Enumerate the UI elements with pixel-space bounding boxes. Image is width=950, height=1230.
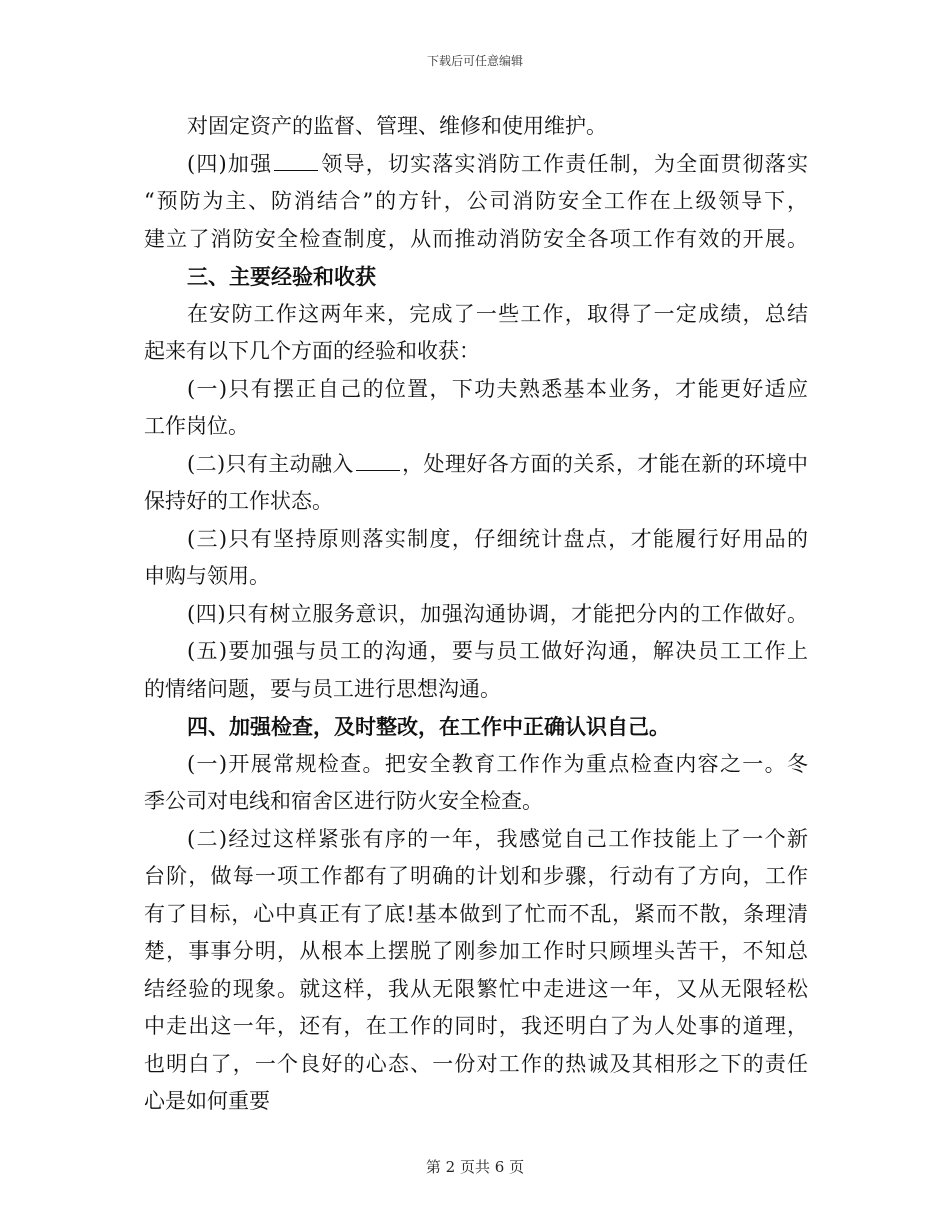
paragraph-line: 对固定资产的监督、管理、维修和使用维护。	[187, 114, 607, 138]
paragraph-line	[144, 146, 808, 184]
text-run: ，处理好各方面的关系，才能在新的环境中	[401, 451, 808, 476]
paragraph-line: 楚，事事分明，从根本上摆脱了刚参加工作时只顾埋头苦干，不知总	[144, 939, 808, 963]
paragraph-line: 台阶，做每一项工作都有了明确的计划和步骤，行动有了方向，工作	[144, 864, 808, 888]
section-heading: 三、主要经验和收获	[187, 264, 376, 289]
paragraph-line: 工作岗位。	[144, 414, 249, 438]
paragraph-line: 申购与领用。	[144, 564, 270, 588]
paragraph-line: 起来有以下几个方面的经验和收获：	[144, 339, 480, 363]
paragraph-line: (一)开展常规检查。把安全教育工作作为重点检查内容之一。冬	[187, 751, 808, 776]
paragraph-line: 的情绪问题，要与员工进行思想沟通。	[144, 676, 501, 701]
paragraph-line: 有了目标，心中真正有了底!基本做到了忙而不乱，紧而不散，条理清	[144, 901, 808, 926]
fill-in-blank	[356, 448, 400, 471]
document-body	[144, 108, 808, 1121]
paragraph-line: 保持好的工作状态。	[144, 489, 333, 513]
paragraph-line: 在安防工作这两年来，完成了一些工作，取得了一定成绩，总结	[187, 301, 808, 326]
page-header: 下载后可任意编辑	[426, 54, 523, 68]
paragraph-line: “预防为主、防消结合”的方针，公司消防安全工作在上级领导下，	[144, 189, 808, 213]
paragraph-line: 心是如何重要	[144, 1089, 270, 1113]
text-run: 领导，切实落实消防工作责任制，为全面贯彻落实	[320, 151, 808, 176]
paragraph-line: 建立了消防安全检查制度，从而推动消防安全各项工作有效的开展。	[144, 226, 808, 251]
fill-in-blank	[274, 148, 318, 171]
paragraph-line: 结经验的现象。就这样，我从无限繁忙中走进这一年，又从无限轻松	[144, 976, 808, 1001]
paragraph-line: (五)要加强与员工的沟通，要与员工做好沟通，解决员工工作上	[187, 639, 808, 663]
paragraph-line: (四)只有树立服务意识，加强沟通协调，才能把分内的工作做好。	[187, 601, 808, 626]
page-number: 第 2 页共 6 页	[425, 1158, 525, 1176]
section-heading: 四、加强检查，及时整改，在工作中正确认识自己。	[187, 714, 670, 739]
paragraph-line: 也明白了，一个良好的心态、一份对工作的热诚及其相形之下的责任	[144, 1051, 808, 1076]
paragraph-line: (三)只有坚持原则落实制度，仔细统计盘点，才能履行好用品的	[187, 526, 808, 551]
text-run: (四)加强	[187, 151, 273, 176]
paragraph-line: (一)只有摆正自己的位置，下功夫熟悉基本业务，才能更好适应	[187, 376, 808, 401]
paragraph-line	[144, 446, 808, 484]
paragraph-line: 季公司对电线和宿舍区进行防火安全检查。	[144, 789, 543, 813]
text-run: (二)只有主动融入	[187, 451, 354, 476]
paragraph-line: (二)经过这样紧张有序的一年，我感觉自己工作技能上了一个新	[187, 826, 808, 851]
paragraph-line: 中走出这一年，还有，在工作的同时，我还明白了为人处事的道理，	[144, 1014, 808, 1038]
